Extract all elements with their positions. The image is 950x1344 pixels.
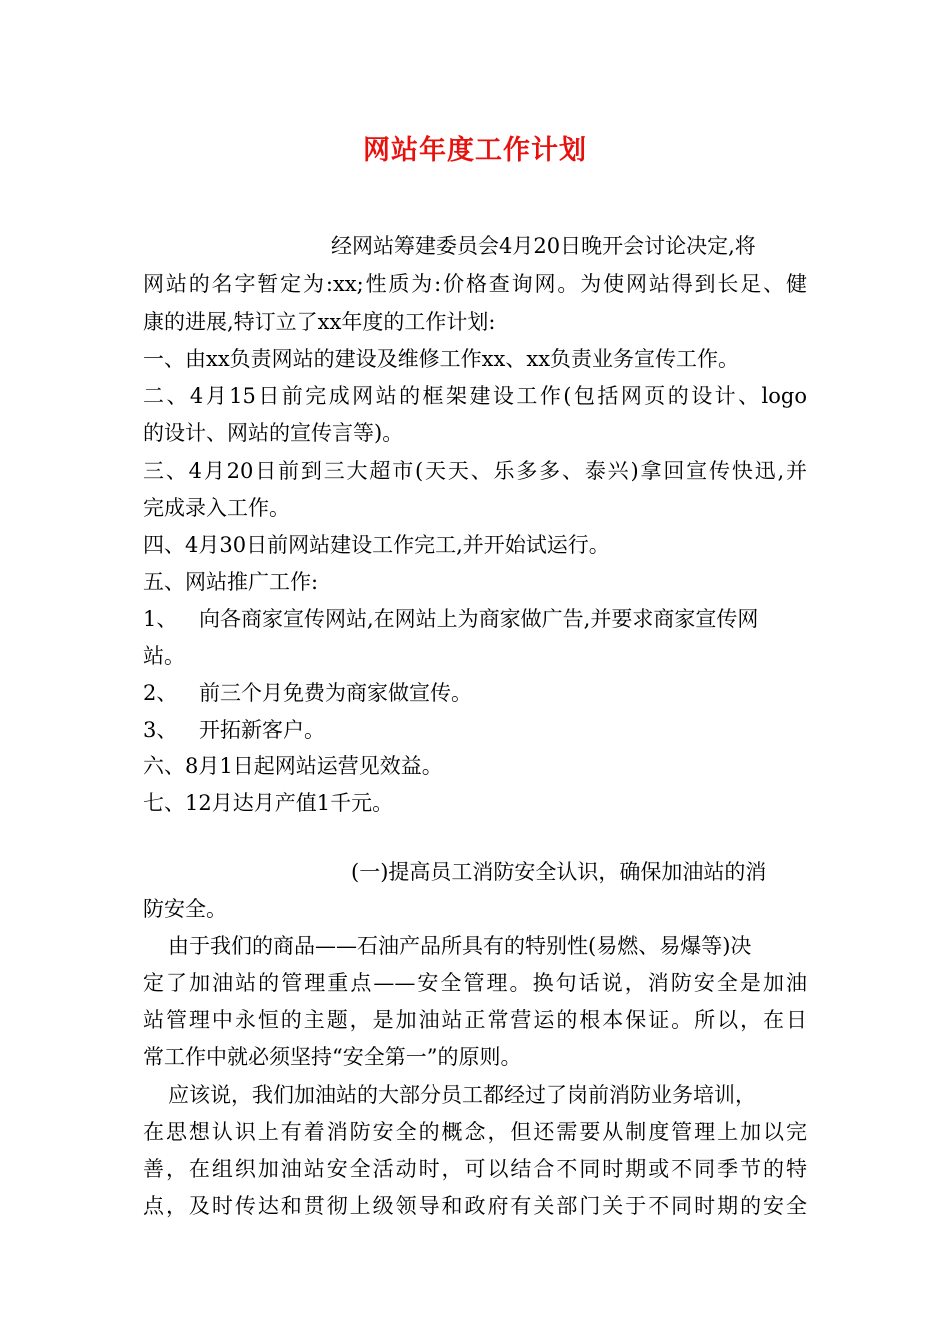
closing-item-6: 六、8月1日起网站运营见效益。	[143, 754, 443, 778]
plan-item-3-cont: 完成录入工作。	[143, 496, 290, 520]
document-body	[143, 0, 807, 1344]
paragraph-one-line-1: 由于我们的商品——石油产品所具有的特别性(易燃、易爆等)决	[168, 934, 752, 958]
promotion-item-1-cont: 站。	[143, 644, 185, 668]
plan-item-1: 一、由xx负责网站的建设及维修工作xx、xx负责业务宣传工作。	[143, 347, 740, 371]
paragraph-one-line-2: 定了加油站的管理重点——安全管理。换句话说，消防安全是加油	[143, 971, 807, 995]
paragraph-two-line-1: 应该说，我们加油站的大部分员工都经过了岗前消防业务培训，	[168, 1083, 756, 1107]
section-heading-line-1: (一)提高员工消防安全认识，确保加油站的消	[351, 860, 767, 884]
intro-line-1: 经网站筹建委员会4月20日晚开会讨论决定,将	[331, 234, 756, 258]
promotion-item-number: 3、	[143, 718, 178, 742]
paragraph-two-line-2: 在思想认识上有着消防安全的概念，但还需要从制度管理上加以完	[143, 1120, 807, 1144]
promotion-item-text: 开拓新客户。	[199, 718, 325, 742]
promotion-item-2	[143, 677, 472, 709]
promotion-item-number: 1、	[143, 607, 178, 631]
promotion-item-number: 2、	[143, 681, 178, 705]
promotion-item-3	[143, 714, 325, 746]
paragraph-two-line-3: 善，在组织加油站安全活动时，可以结合不同时期或不同季节的特	[143, 1157, 807, 1181]
closing-item-7: 七、12月达月产值1千元。	[143, 791, 394, 815]
intro-line-3: 康的进展,特订立了xx年度的工作计划:	[143, 310, 496, 334]
section-heading-line-2: 防安全。	[143, 897, 227, 921]
promotion-item-text: 前三个月免费为商家做宣传。	[199, 681, 472, 705]
plan-item-2: 二、4月15日前完成网站的框架建设工作(包括网页的设计、logo	[143, 384, 807, 408]
plan-item-3: 三、4月20日前到三大超市(天天、乐多多、泰兴)拿回宣传快迅,并	[143, 459, 807, 483]
promotion-item-text: 向各商家宣传网站,在网站上为商家做广告,并要求商家宣传网	[199, 607, 759, 631]
intro-line-2: 网站的名字暂定为:xx;性质为:价格查询网。为使网站得到长足、健	[143, 272, 807, 296]
plan-item-5: 五、网站推广工作:	[143, 570, 319, 594]
document-title: 网站年度工作计划	[363, 135, 587, 166]
paragraph-two-line-4: 点，及时传达和贯彻上级领导和政府有关部门关于不同时期的安全	[143, 1194, 807, 1218]
plan-item-2-cont: 的设计、网站的宣传言等)。	[143, 421, 404, 445]
paragraph-one-line-4: 常工作中就必须坚持“安全第一”的原则。	[143, 1045, 522, 1069]
promotion-item-1	[143, 603, 758, 635]
plan-item-4: 四、4月30日前网站建设工作完工,并开始试运行。	[143, 533, 610, 557]
paragraph-one-line-3: 站管理中永恒的主题，是加油站正常营运的根本保证。所以，在日	[143, 1008, 807, 1032]
